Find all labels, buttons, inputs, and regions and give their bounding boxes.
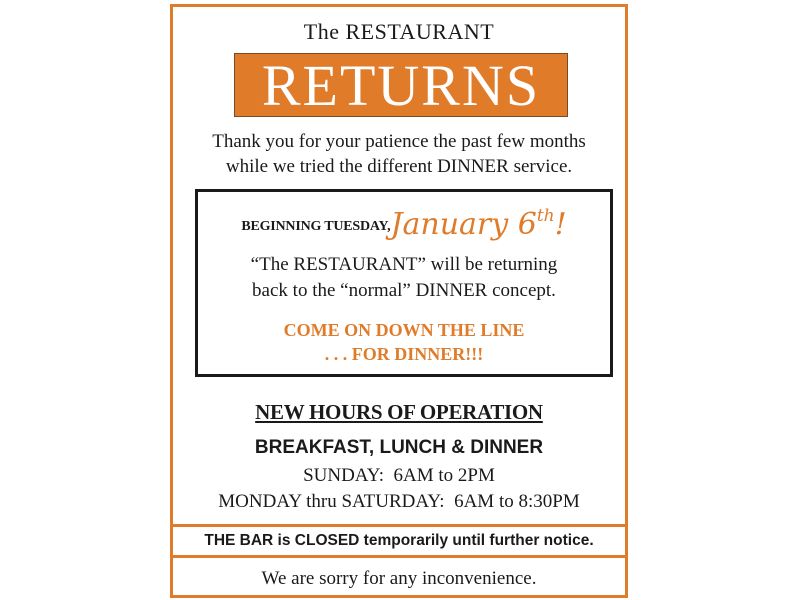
bar-closed-notice xyxy=(173,524,625,558)
returns-banner-text: RETURNS xyxy=(261,53,541,118)
returns-banner xyxy=(234,53,568,117)
reopen-date-suffix: th xyxy=(536,206,555,226)
weekday-hours: MONDAY thru SATURDAY: 6AM to 8:30PM xyxy=(218,491,580,512)
thank-you-message xyxy=(173,129,625,179)
returning-line-2: back to the “normal” DINNER concept. xyxy=(252,280,556,301)
returning-message xyxy=(198,252,610,304)
reopen-date: January 6 xyxy=(390,207,537,242)
thank-you-line-2: while we tried the different DINNER service. xyxy=(225,156,573,177)
header-title: The RESTAURANT xyxy=(303,19,495,44)
beginning-date-row xyxy=(198,206,610,242)
cta-line-1: COME ON DOWN THE LINE xyxy=(283,320,525,340)
restaurant-flyer xyxy=(170,4,628,598)
beginning-label: BEGINNING TUESDAY, xyxy=(241,219,391,234)
hours-heading: NEW HOURS OF OPERATION xyxy=(255,400,543,424)
cta-line-2: . . . FOR DINNER!!! xyxy=(324,344,484,364)
returning-line-1: “The RESTAURANT” will be returning xyxy=(250,254,558,275)
reopen-date-exclaim: ! xyxy=(554,207,567,242)
meals-served: BREAKFAST, LUNCH & DINNER xyxy=(254,437,544,458)
bar-closed-text: THE BAR is CLOSED temporarily until further notice. xyxy=(204,532,594,549)
apology-message: We are sorry for any inconvenience. xyxy=(261,568,537,589)
sunday-hours: SUNDAY: 6AM to 2PM xyxy=(303,465,495,486)
thank-you-line-1: Thank you for your patience the past few months xyxy=(212,131,586,152)
announcement-box xyxy=(195,189,613,377)
call-to-action xyxy=(198,318,610,366)
